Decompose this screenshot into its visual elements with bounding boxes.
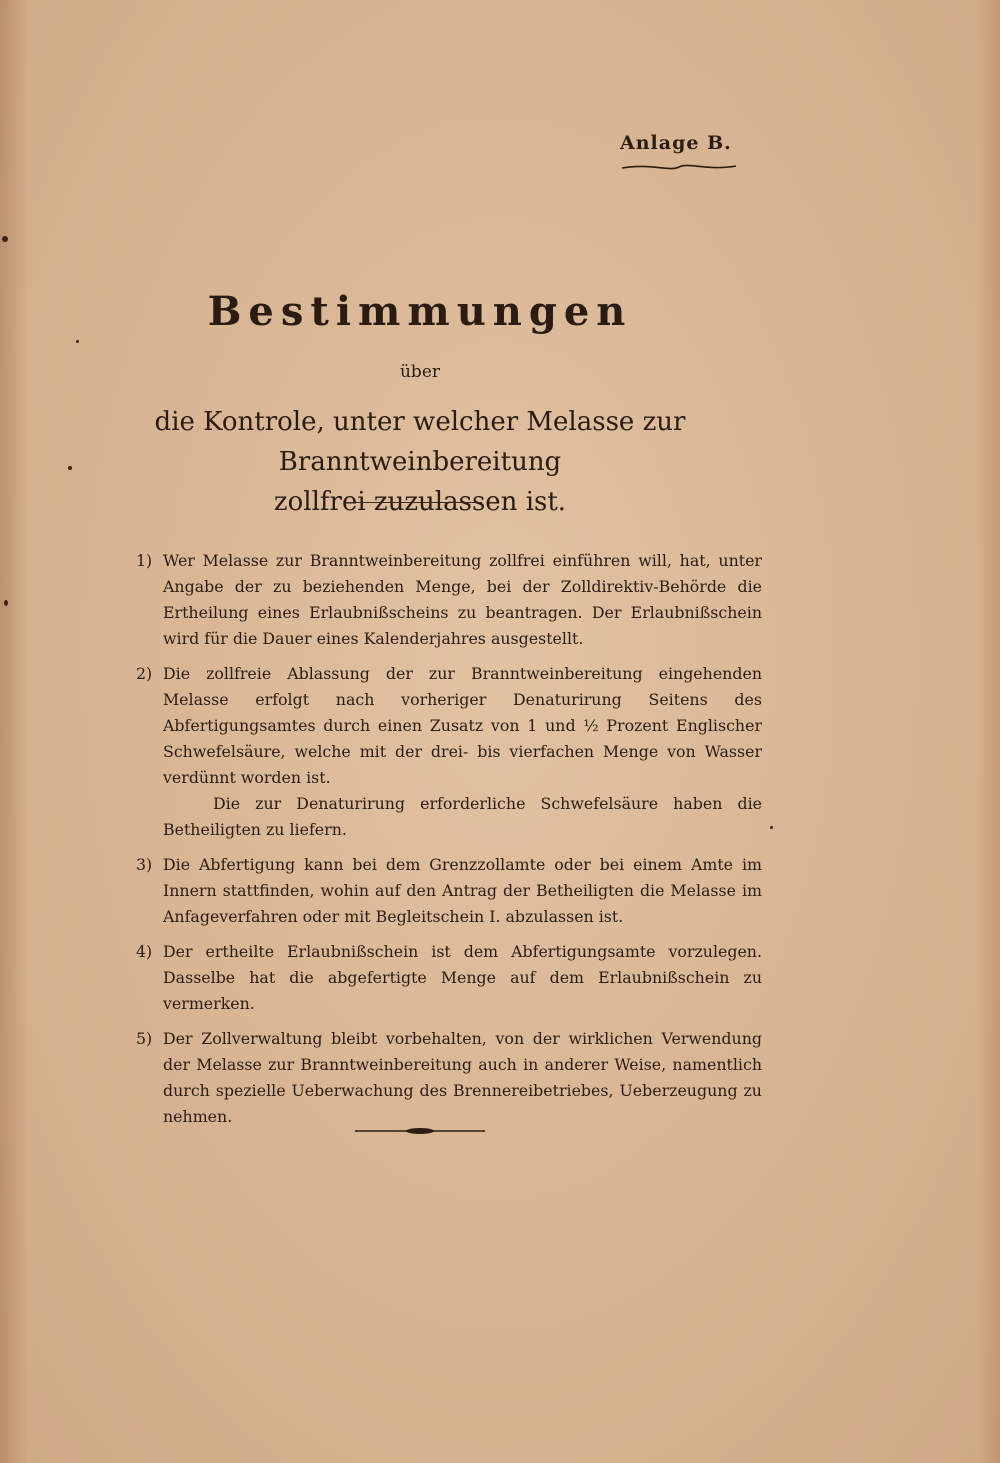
paper-speck: [4, 600, 8, 606]
provision-paragraph: Der ertheilte Erlaubnißschein ist dem Abfertigungsamte vorzulegen. Dasselbe hat die abgefertigte Menge auf dem Erlaubnißschein zu vermerken.: [163, 942, 762, 1013]
provision-number: 1): [136, 551, 153, 570]
paper-speck: [770, 826, 773, 829]
provision-item: [136, 661, 762, 843]
provision-paragraph: Der Zollverwaltung bleibt vorbehalten, von der wirklichen Verwendung der Melasse zur Branntweinbereitung auch in anderer Weise, namentlich durch spezielle Ueberwachung des Brennereibetriebes, Ueberzeugung zu nehmen.: [163, 1029, 762, 1126]
provision-paragraph: Die zur Denaturirung erforderliche Schwefelsäure haben die Betheiligten zu liefern.: [163, 794, 762, 839]
provision-item: [136, 548, 762, 652]
provision-number: 2): [136, 664, 153, 683]
provision-paragraph: Wer Melasse zur Branntweinbereitung zollfrei einführen will, hat, unter Angabe der zu beziehenden Menge, bei der Zolldirektiv-Behörde die Ertheilung eines Erlaubnißscheins zu beantragen. Der Erlaubnißschein wird für die Dauer eines Kalenderjahres ausgestellt.: [163, 551, 762, 648]
paper-speck: [68, 466, 72, 470]
paper-edge-right: [978, 0, 1000, 1463]
provision-item: [136, 852, 762, 930]
annex-label: Anlage B.: [620, 132, 732, 154]
provision-item: [136, 939, 762, 1017]
paper-edge-left: [0, 0, 28, 1463]
provision-paragraph: Die zollfreie Ablassung der zur Branntweinbereitung eingehenden Melasse erfolgt nach vorheriger Denaturirung Seitens des Abfertigungsamtes durch einen Zusatz von 1 und ½ Prozent Englischer Schwefelsäure, welche mit der drei- bis vierfachen Menge von Wasser verdünnt worden ist.: [163, 664, 762, 787]
paper-speck: [76, 340, 79, 343]
section-divider: [356, 502, 482, 503]
provision-number: 5): [136, 1029, 153, 1048]
subtitle-line: die Kontrole, unter welcher Melasse zur Branntweinbereitung: [154, 407, 686, 477]
provision-text: [163, 939, 762, 1017]
provision-text: [163, 852, 762, 930]
title-connector: über: [399, 362, 441, 382]
provision-item: [136, 1026, 762, 1130]
document-subtitle: [80, 402, 760, 522]
subtitle-line: zollfrei zuzulassen ist.: [273, 487, 567, 517]
provision-paragraph: Die Abfertigung kann bei dem Grenzzollamte oder bei einem Amte im Innern stattfinden, wohin auf den Antrag der Betheiligten die Melasse im Anfageverfahren oder mit Begleitschein I. abzulassen ist.: [163, 855, 762, 926]
annex-flourish-ornament: [620, 160, 738, 174]
provision-number: 4): [136, 942, 153, 961]
provision-text: [163, 661, 762, 843]
paper-speck: [2, 236, 8, 242]
end-ornament: [355, 1126, 485, 1136]
provision-number: 3): [136, 855, 153, 874]
provisions-list: [136, 548, 762, 1139]
provision-text: [163, 548, 762, 652]
provision-text: [163, 1026, 762, 1130]
document-title: Bestimmungen: [207, 288, 633, 335]
